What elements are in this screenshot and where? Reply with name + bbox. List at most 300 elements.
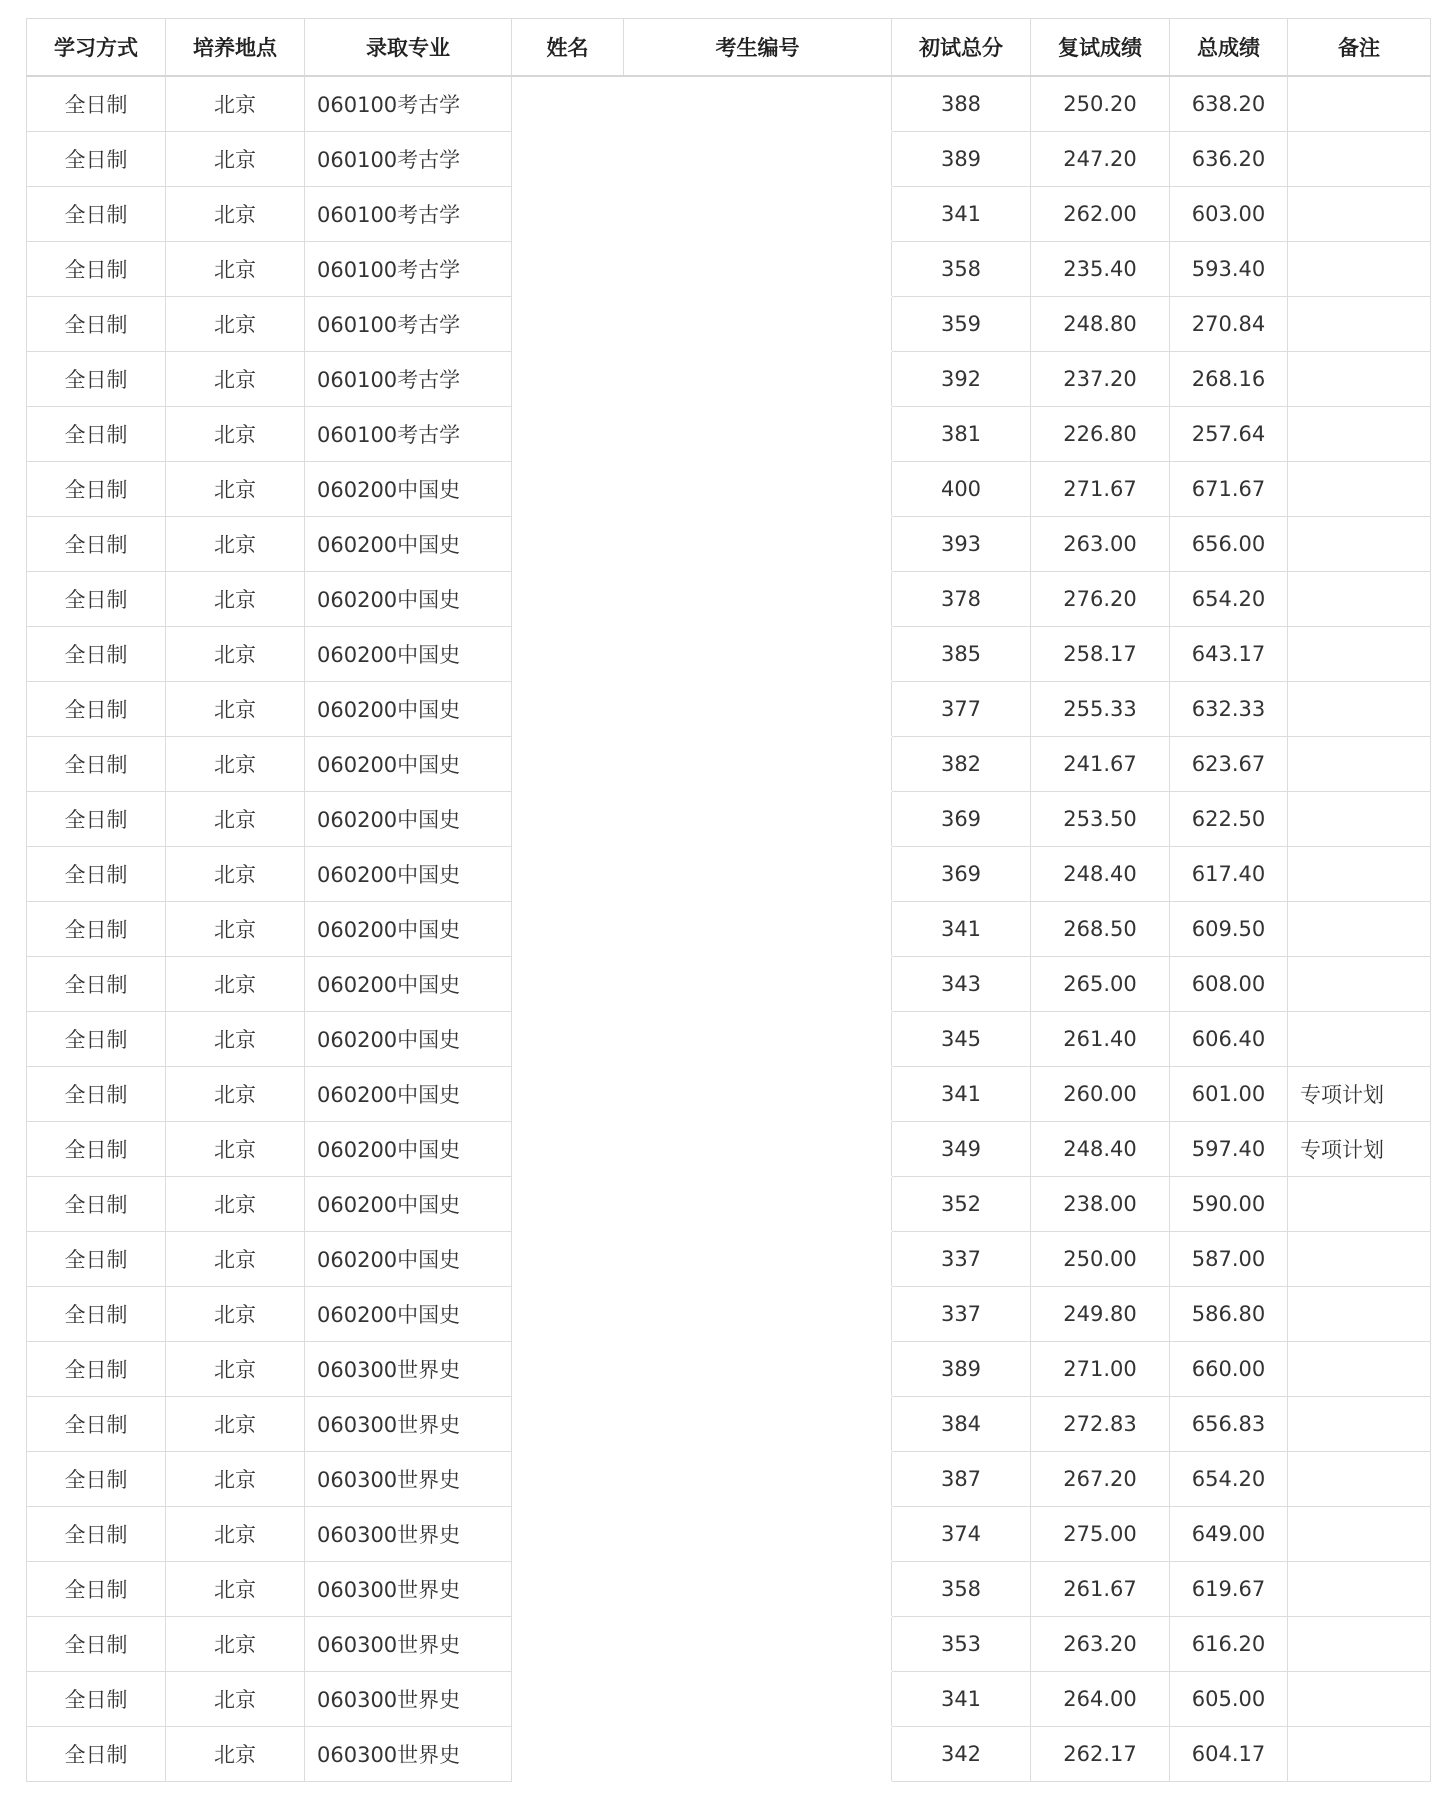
- cell-initial-score: 343: [892, 957, 1031, 1012]
- cell-retest-score: 248.40: [1031, 847, 1170, 902]
- cell-name-redacted: [512, 1727, 624, 1782]
- cell-study-mode: 全日制: [27, 792, 166, 847]
- cell-location: 北京: [166, 1452, 305, 1507]
- cell-location: 北京: [166, 1122, 305, 1177]
- cell-major: 060200中国史: [305, 572, 512, 627]
- cell-candidate-id-redacted: [624, 407, 892, 462]
- cell-remarks: [1288, 1507, 1431, 1562]
- cell-location: 北京: [166, 1177, 305, 1232]
- cell-study-mode: 全日制: [27, 1342, 166, 1397]
- cell-candidate-id-redacted: [624, 1672, 892, 1727]
- cell-location: 北京: [166, 297, 305, 352]
- cell-candidate-id-redacted: [624, 1067, 892, 1122]
- cell-total-score: 660.00: [1170, 1342, 1288, 1397]
- cell-major: 060200中国史: [305, 627, 512, 682]
- cell-retest-score: 276.20: [1031, 572, 1170, 627]
- cell-study-mode: 全日制: [27, 76, 166, 132]
- cell-location: 北京: [166, 737, 305, 792]
- cell-remarks: [1288, 957, 1431, 1012]
- cell-candidate-id-redacted: [624, 1397, 892, 1452]
- cell-initial-score: 387: [892, 1452, 1031, 1507]
- cell-retest-score: 226.80: [1031, 407, 1170, 462]
- cell-major: 060100考古学: [305, 352, 512, 407]
- cell-retest-score: 253.50: [1031, 792, 1170, 847]
- cell-study-mode: 全日制: [27, 1562, 166, 1617]
- cell-total-score: 636.20: [1170, 132, 1288, 187]
- cell-name-redacted: [512, 1452, 624, 1507]
- cell-remarks: [1288, 242, 1431, 297]
- cell-location: 北京: [166, 1727, 305, 1782]
- cell-major: 060200中国史: [305, 1122, 512, 1177]
- header-location: 培养地点: [166, 19, 305, 77]
- cell-initial-score: 349: [892, 1122, 1031, 1177]
- cell-major: 060200中国史: [305, 1012, 512, 1067]
- cell-remarks: [1288, 627, 1431, 682]
- table-row: [27, 792, 1431, 847]
- cell-remarks: [1288, 792, 1431, 847]
- cell-remarks: [1288, 1177, 1431, 1232]
- cell-retest-score: 271.00: [1031, 1342, 1170, 1397]
- cell-location: 北京: [166, 462, 305, 517]
- cell-major: 060100考古学: [305, 132, 512, 187]
- cell-name-redacted: [512, 76, 624, 132]
- cell-total-score: 623.67: [1170, 737, 1288, 792]
- cell-major: 060100考古学: [305, 242, 512, 297]
- cell-initial-score: 358: [892, 1562, 1031, 1617]
- cell-name-redacted: [512, 1177, 624, 1232]
- cell-name-redacted: [512, 902, 624, 957]
- cell-study-mode: 全日制: [27, 297, 166, 352]
- cell-total-score: 270.84: [1170, 297, 1288, 352]
- cell-study-mode: 全日制: [27, 1397, 166, 1452]
- cell-study-mode: 全日制: [27, 627, 166, 682]
- cell-retest-score: 250.00: [1031, 1232, 1170, 1287]
- table-row: [27, 572, 1431, 627]
- cell-total-score: 587.00: [1170, 1232, 1288, 1287]
- cell-remarks: [1288, 1452, 1431, 1507]
- cell-location: 北京: [166, 1562, 305, 1617]
- cell-study-mode: 全日制: [27, 1067, 166, 1122]
- cell-initial-score: 341: [892, 902, 1031, 957]
- cell-study-mode: 全日制: [27, 132, 166, 187]
- cell-location: 北京: [166, 1397, 305, 1452]
- cell-study-mode: 全日制: [27, 1287, 166, 1342]
- cell-retest-score: 258.17: [1031, 627, 1170, 682]
- cell-name-redacted: [512, 627, 624, 682]
- cell-study-mode: 全日制: [27, 1672, 166, 1727]
- cell-total-score: 643.17: [1170, 627, 1288, 682]
- table-row: [27, 902, 1431, 957]
- cell-study-mode: 全日制: [27, 737, 166, 792]
- cell-name-redacted: [512, 242, 624, 297]
- cell-candidate-id-redacted: [624, 242, 892, 297]
- cell-candidate-id-redacted: [624, 682, 892, 737]
- cell-candidate-id-redacted: [624, 627, 892, 682]
- cell-retest-score: 267.20: [1031, 1452, 1170, 1507]
- cell-total-score: 617.40: [1170, 847, 1288, 902]
- cell-candidate-id-redacted: [624, 1562, 892, 1617]
- table-row: [27, 297, 1431, 352]
- cell-major: 060200中国史: [305, 462, 512, 517]
- cell-location: 北京: [166, 1232, 305, 1287]
- cell-total-score: 609.50: [1170, 902, 1288, 957]
- cell-remarks: [1288, 1672, 1431, 1727]
- header-retest-score: 复试成绩: [1031, 19, 1170, 77]
- cell-location: 北京: [166, 792, 305, 847]
- cell-retest-score: 248.80: [1031, 297, 1170, 352]
- header-major: 录取专业: [305, 19, 512, 77]
- cell-retest-score: 241.67: [1031, 737, 1170, 792]
- cell-location: 北京: [166, 1672, 305, 1727]
- cell-location: 北京: [166, 627, 305, 682]
- table-row: [27, 1067, 1431, 1122]
- table-row: [27, 682, 1431, 737]
- cell-remarks: [1288, 572, 1431, 627]
- table-row: [27, 1287, 1431, 1342]
- cell-study-mode: 全日制: [27, 572, 166, 627]
- cell-initial-score: 353: [892, 1617, 1031, 1672]
- cell-location: 北京: [166, 407, 305, 462]
- cell-initial-score: 374: [892, 1507, 1031, 1562]
- cell-total-score: 622.50: [1170, 792, 1288, 847]
- table-row: [27, 462, 1431, 517]
- cell-total-score: 605.00: [1170, 1672, 1288, 1727]
- cell-total-score: 654.20: [1170, 1452, 1288, 1507]
- header-remarks: 备注: [1288, 19, 1431, 77]
- cell-major: 060200中国史: [305, 847, 512, 902]
- cell-name-redacted: [512, 682, 624, 737]
- cell-major: 060300世界史: [305, 1672, 512, 1727]
- cell-initial-score: 389: [892, 1342, 1031, 1397]
- cell-remarks: [1288, 132, 1431, 187]
- cell-retest-score: 263.00: [1031, 517, 1170, 572]
- cell-total-score: 654.20: [1170, 572, 1288, 627]
- header-initial-score: 初试总分: [892, 19, 1031, 77]
- cell-major: 060200中国史: [305, 1232, 512, 1287]
- cell-major: 060300世界史: [305, 1342, 512, 1397]
- cell-remarks: [1288, 1617, 1431, 1672]
- cell-total-score: 638.20: [1170, 76, 1288, 132]
- cell-location: 北京: [166, 957, 305, 1012]
- header-total-score: 总成绩: [1170, 19, 1288, 77]
- cell-candidate-id-redacted: [624, 1617, 892, 1672]
- cell-study-mode: 全日制: [27, 1727, 166, 1782]
- cell-study-mode: 全日制: [27, 1507, 166, 1562]
- cell-retest-score: 247.20: [1031, 132, 1170, 187]
- cell-initial-score: 393: [892, 517, 1031, 572]
- cell-remarks: [1288, 1287, 1431, 1342]
- cell-remarks: [1288, 1012, 1431, 1067]
- cell-candidate-id-redacted: [624, 1507, 892, 1562]
- cell-name-redacted: [512, 462, 624, 517]
- cell-candidate-id-redacted: [624, 187, 892, 242]
- cell-name-redacted: [512, 1397, 624, 1452]
- cell-location: 北京: [166, 682, 305, 737]
- cell-total-score: 268.16: [1170, 352, 1288, 407]
- cell-major: 060200中国史: [305, 682, 512, 737]
- cell-retest-score: 272.83: [1031, 1397, 1170, 1452]
- table-row: [27, 1177, 1431, 1232]
- cell-major: 060200中国史: [305, 1177, 512, 1232]
- cell-total-score: 590.00: [1170, 1177, 1288, 1232]
- cell-remarks: [1288, 187, 1431, 242]
- cell-location: 北京: [166, 1287, 305, 1342]
- header-name: 姓名: [512, 19, 624, 77]
- table-row: [27, 1562, 1431, 1617]
- table-row: [27, 407, 1431, 462]
- cell-initial-score: 377: [892, 682, 1031, 737]
- cell-total-score: 606.40: [1170, 1012, 1288, 1067]
- cell-location: 北京: [166, 572, 305, 627]
- cell-name-redacted: [512, 132, 624, 187]
- cell-initial-score: 378: [892, 572, 1031, 627]
- cell-study-mode: 全日制: [27, 902, 166, 957]
- cell-retest-score: 268.50: [1031, 902, 1170, 957]
- header-study-mode: 学习方式: [27, 19, 166, 77]
- cell-candidate-id-redacted: [624, 957, 892, 1012]
- table-row: [27, 352, 1431, 407]
- table-row: [27, 242, 1431, 297]
- cell-location: 北京: [166, 76, 305, 132]
- cell-major: 060300世界史: [305, 1397, 512, 1452]
- cell-candidate-id-redacted: [624, 737, 892, 792]
- cell-study-mode: 全日制: [27, 847, 166, 902]
- cell-total-score: 257.64: [1170, 407, 1288, 462]
- cell-total-score: 656.83: [1170, 1397, 1288, 1452]
- cell-location: 北京: [166, 187, 305, 242]
- cell-candidate-id-redacted: [624, 462, 892, 517]
- cell-initial-score: 358: [892, 242, 1031, 297]
- table-row: [27, 187, 1431, 242]
- cell-initial-score: 389: [892, 132, 1031, 187]
- cell-major: 060200中国史: [305, 902, 512, 957]
- table-body: [27, 76, 1431, 1782]
- admission-results-table: [26, 18, 1431, 1782]
- cell-candidate-id-redacted: [624, 1452, 892, 1507]
- cell-location: 北京: [166, 902, 305, 957]
- cell-study-mode: 全日制: [27, 1177, 166, 1232]
- table-row: [27, 1452, 1431, 1507]
- cell-remarks: [1288, 1562, 1431, 1617]
- cell-major: 060100考古学: [305, 407, 512, 462]
- table-row: [27, 957, 1431, 1012]
- cell-retest-score: 275.00: [1031, 1507, 1170, 1562]
- cell-name-redacted: [512, 187, 624, 242]
- cell-retest-score: 237.20: [1031, 352, 1170, 407]
- cell-initial-score: 341: [892, 1067, 1031, 1122]
- cell-location: 北京: [166, 517, 305, 572]
- cell-major: 060300世界史: [305, 1452, 512, 1507]
- cell-initial-score: 359: [892, 297, 1031, 352]
- cell-name-redacted: [512, 737, 624, 792]
- cell-study-mode: 全日制: [27, 682, 166, 737]
- cell-name-redacted: [512, 957, 624, 1012]
- cell-major: 060300世界史: [305, 1562, 512, 1617]
- cell-remarks: [1288, 902, 1431, 957]
- cell-total-score: 619.67: [1170, 1562, 1288, 1617]
- cell-candidate-id-redacted: [624, 902, 892, 957]
- table-row: [27, 132, 1431, 187]
- cell-initial-score: 369: [892, 847, 1031, 902]
- cell-candidate-id-redacted: [624, 352, 892, 407]
- table-row: [27, 1507, 1431, 1562]
- cell-initial-score: 337: [892, 1232, 1031, 1287]
- cell-name-redacted: [512, 1342, 624, 1397]
- cell-candidate-id-redacted: [624, 76, 892, 132]
- cell-major: 060300世界史: [305, 1507, 512, 1562]
- cell-retest-score: 255.33: [1031, 682, 1170, 737]
- cell-study-mode: 全日制: [27, 407, 166, 462]
- cell-initial-score: 384: [892, 1397, 1031, 1452]
- cell-initial-score: 381: [892, 407, 1031, 462]
- cell-study-mode: 全日制: [27, 1232, 166, 1287]
- cell-retest-score: 261.40: [1031, 1012, 1170, 1067]
- table-row: [27, 1342, 1431, 1397]
- cell-total-score: 632.33: [1170, 682, 1288, 737]
- cell-retest-score: 238.00: [1031, 1177, 1170, 1232]
- cell-candidate-id-redacted: [624, 297, 892, 352]
- cell-retest-score: 271.67: [1031, 462, 1170, 517]
- cell-name-redacted: [512, 1507, 624, 1562]
- cell-major: 060200中国史: [305, 792, 512, 847]
- cell-initial-score: 342: [892, 1727, 1031, 1782]
- cell-initial-score: 400: [892, 462, 1031, 517]
- table-row: [27, 847, 1431, 902]
- cell-major: 060100考古学: [305, 297, 512, 352]
- cell-study-mode: 全日制: [27, 1452, 166, 1507]
- cell-candidate-id-redacted: [624, 1287, 892, 1342]
- cell-remarks: 专项计划: [1288, 1122, 1431, 1177]
- cell-total-score: 586.80: [1170, 1287, 1288, 1342]
- cell-name-redacted: [512, 847, 624, 902]
- cell-remarks: [1288, 297, 1431, 352]
- header-candidate-id: 考生编号: [624, 19, 892, 77]
- table-row: [27, 1397, 1431, 1452]
- cell-major: 060200中国史: [305, 957, 512, 1012]
- cell-total-score: 593.40: [1170, 242, 1288, 297]
- cell-total-score: 616.20: [1170, 1617, 1288, 1672]
- cell-name-redacted: [512, 407, 624, 462]
- table-row: [27, 737, 1431, 792]
- cell-remarks: [1288, 737, 1431, 792]
- cell-retest-score: 261.67: [1031, 1562, 1170, 1617]
- cell-initial-score: 382: [892, 737, 1031, 792]
- cell-major: 060300世界史: [305, 1727, 512, 1782]
- table-row: [27, 1727, 1431, 1782]
- table-row: [27, 1012, 1431, 1067]
- cell-retest-score: 249.80: [1031, 1287, 1170, 1342]
- cell-remarks: [1288, 76, 1431, 132]
- cell-total-score: 604.17: [1170, 1727, 1288, 1782]
- cell-study-mode: 全日制: [27, 462, 166, 517]
- table-row: [27, 627, 1431, 682]
- cell-name-redacted: [512, 1562, 624, 1617]
- cell-retest-score: 260.00: [1031, 1067, 1170, 1122]
- cell-name-redacted: [512, 352, 624, 407]
- table-row: [27, 1672, 1431, 1727]
- cell-remarks: [1288, 1342, 1431, 1397]
- cell-candidate-id-redacted: [624, 1177, 892, 1232]
- cell-location: 北京: [166, 1617, 305, 1672]
- cell-initial-score: 345: [892, 1012, 1031, 1067]
- cell-candidate-id-redacted: [624, 847, 892, 902]
- cell-initial-score: 369: [892, 792, 1031, 847]
- cell-candidate-id-redacted: [624, 1122, 892, 1177]
- cell-location: 北京: [166, 132, 305, 187]
- cell-initial-score: 385: [892, 627, 1031, 682]
- cell-location: 北京: [166, 1067, 305, 1122]
- cell-study-mode: 全日制: [27, 1617, 166, 1672]
- cell-name-redacted: [512, 1617, 624, 1672]
- cell-name-redacted: [512, 517, 624, 572]
- cell-study-mode: 全日制: [27, 957, 166, 1012]
- cell-retest-score: 263.20: [1031, 1617, 1170, 1672]
- table-row: [27, 76, 1431, 132]
- cell-retest-score: 265.00: [1031, 957, 1170, 1012]
- cell-remarks: [1288, 517, 1431, 572]
- cell-initial-score: 352: [892, 1177, 1031, 1232]
- cell-study-mode: 全日制: [27, 1012, 166, 1067]
- cell-study-mode: 全日制: [27, 517, 166, 572]
- cell-candidate-id-redacted: [624, 132, 892, 187]
- cell-total-score: 608.00: [1170, 957, 1288, 1012]
- cell-total-score: 671.67: [1170, 462, 1288, 517]
- table-row: [27, 1232, 1431, 1287]
- cell-major: 060300世界史: [305, 1617, 512, 1672]
- cell-retest-score: 235.40: [1031, 242, 1170, 297]
- cell-name-redacted: [512, 297, 624, 352]
- cell-name-redacted: [512, 1672, 624, 1727]
- cell-retest-score: 250.20: [1031, 76, 1170, 132]
- cell-total-score: 656.00: [1170, 517, 1288, 572]
- cell-total-score: 649.00: [1170, 1507, 1288, 1562]
- cell-candidate-id-redacted: [624, 792, 892, 847]
- cell-name-redacted: [512, 792, 624, 847]
- table-row: [27, 517, 1431, 572]
- cell-name-redacted: [512, 1012, 624, 1067]
- cell-major: 060100考古学: [305, 187, 512, 242]
- cell-remarks: [1288, 462, 1431, 517]
- cell-study-mode: 全日制: [27, 187, 166, 242]
- cell-remarks: [1288, 352, 1431, 407]
- table-header-row: [27, 19, 1431, 77]
- cell-retest-score: 264.00: [1031, 1672, 1170, 1727]
- cell-total-score: 597.40: [1170, 1122, 1288, 1177]
- cell-remarks: 专项计划: [1288, 1067, 1431, 1122]
- cell-location: 北京: [166, 242, 305, 297]
- cell-major: 060200中国史: [305, 517, 512, 572]
- cell-name-redacted: [512, 1287, 624, 1342]
- cell-location: 北京: [166, 1342, 305, 1397]
- cell-study-mode: 全日制: [27, 1122, 166, 1177]
- cell-candidate-id-redacted: [624, 1342, 892, 1397]
- cell-candidate-id-redacted: [624, 1727, 892, 1782]
- cell-location: 北京: [166, 352, 305, 407]
- cell-study-mode: 全日制: [27, 352, 166, 407]
- cell-initial-score: 388: [892, 76, 1031, 132]
- cell-total-score: 601.00: [1170, 1067, 1288, 1122]
- cell-name-redacted: [512, 572, 624, 627]
- cell-location: 北京: [166, 1012, 305, 1067]
- cell-retest-score: 248.40: [1031, 1122, 1170, 1177]
- cell-remarks: [1288, 847, 1431, 902]
- cell-remarks: [1288, 682, 1431, 737]
- cell-total-score: 603.00: [1170, 187, 1288, 242]
- cell-remarks: [1288, 1397, 1431, 1452]
- table-row: [27, 1617, 1431, 1672]
- cell-candidate-id-redacted: [624, 572, 892, 627]
- cell-major: 060200中国史: [305, 1287, 512, 1342]
